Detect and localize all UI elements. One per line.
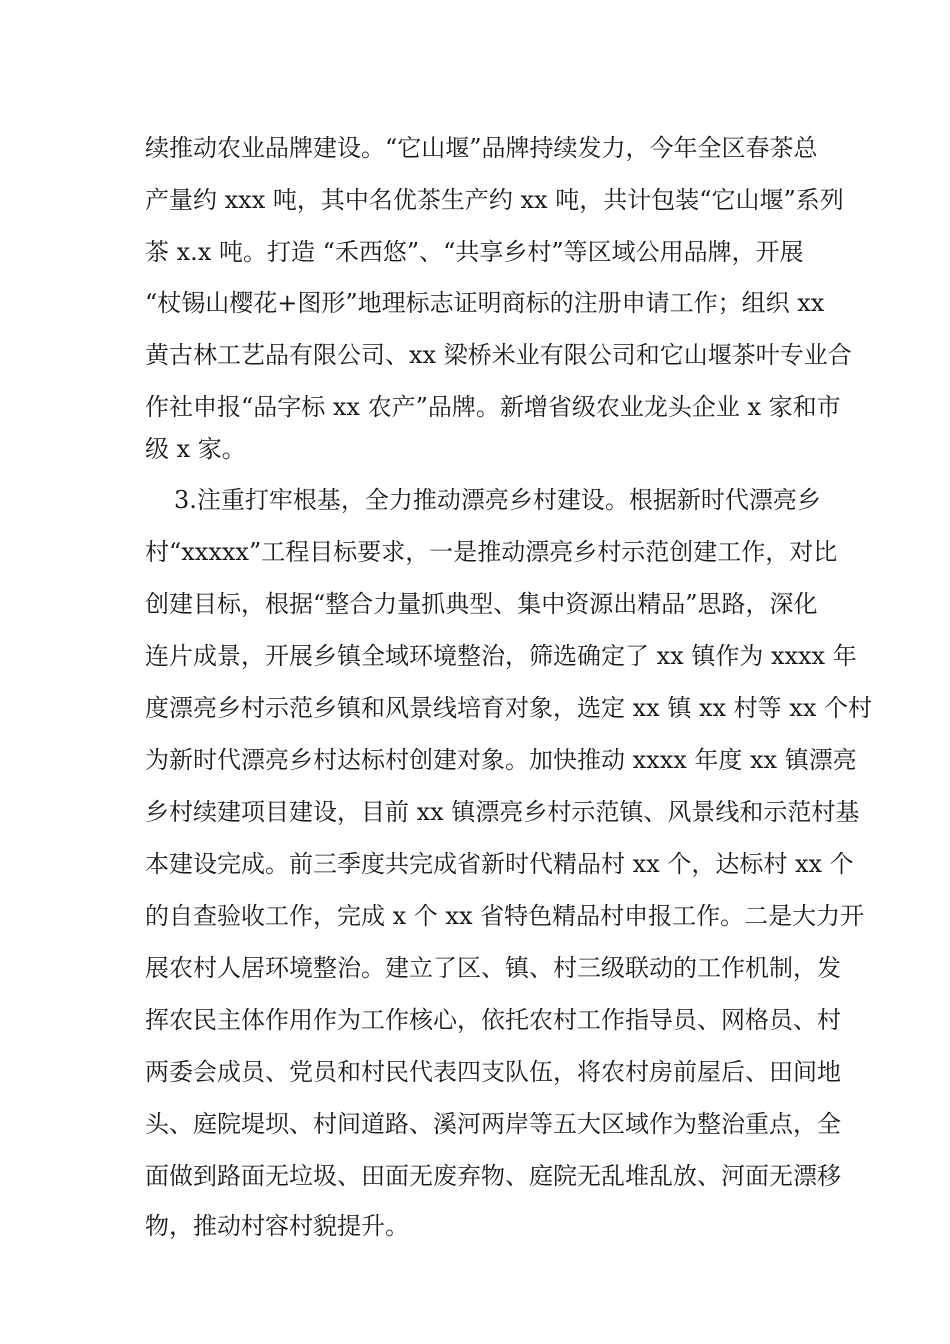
text-line-12: 度漂亮乡村示范乡镇和风景线培育对象，选定 xx 镇 xx 村等 xx 个村 [145,694,872,722]
text-line-16: 的自查验收工作，完成 x 个 xx 省特色精品村申报工作。二是大力开 [145,902,865,930]
text-line-4: “杖锡山樱花+图形”地理标志证明商标的注册申请工作；组织 xx [145,289,825,317]
text-line-22: 物，推动村容村貌提升。 [145,1212,409,1240]
text-line-15: 本建设完成。前三季度共完成省新时代精品村 xx 个，达标村 xx 个 [145,850,854,878]
text-line-1: 续推动农业品牌建设。“它山堰”品牌持续发力，今年全区春茶总 [145,134,818,162]
text-line-3: 茶 x.x 吨。打造 “禾西悠”、“共享乡村”等区域公用品牌，开展 [145,238,804,266]
text-line-20: 头、庭院堤坝、村间道路、溪河两岸等五大区域作为整治重点，全 [145,1110,841,1138]
text-line-2: 产量约 xxx 吨，其中名优茶生产约 xx 吨，共计包装“它山堰”系列 [145,186,844,214]
text-line-10: 创建目标，根据“整合力量抓典型、集中资源出精品”思路，深化 [145,590,818,618]
text-line-21: 面做到路面无垃圾、田面无废弃物、庭院无乱堆乱放、河面无漂移 [145,1162,841,1190]
text-line-7: 级 x 家。 [145,435,246,463]
text-line-6: 作社申报“品字标 xx 农产”品牌。新增省级农业龙头企业 x 家和市 [145,393,841,421]
text-line-13: 为新时代漂亮乡村达标村创建对象。加快推动 xxxx 年度 xx 镇漂亮 [145,746,857,774]
text-line-5: 黄古林工艺品有限公司、xx 梁桥米业有限公司和它山堰茶叶专业合 [145,341,852,369]
text-line-18: 挥农民主体作用作为工作核心，依托农村工作指导员、网格员、村 [145,1006,841,1034]
text-line-17: 展农村人居环境整治。建立了区、镇、村三级联动的工作机制，发 [145,954,841,982]
text-line-19: 两委会成员、党员和村民代表四支队伍，将农村房前屋后、田间地 [145,1058,841,1086]
text-line-9: 村“xxxxx”工程目标要求，一是推动漂亮乡村示范创建工作，对比 [145,538,838,566]
text-line-14: 乡村续建项目建设，目前 xx 镇漂亮乡村示范镇、风景线和示范村基 [145,798,860,826]
text-line-11: 连片成景，开展乡镇全域环境整治，筛选确定了 xx 镇作为 xxxx 年 [145,642,857,670]
text-line-8: 3.注重打牢根基，全力推动漂亮乡村建设。根据新时代漂亮乡 [174,486,821,514]
